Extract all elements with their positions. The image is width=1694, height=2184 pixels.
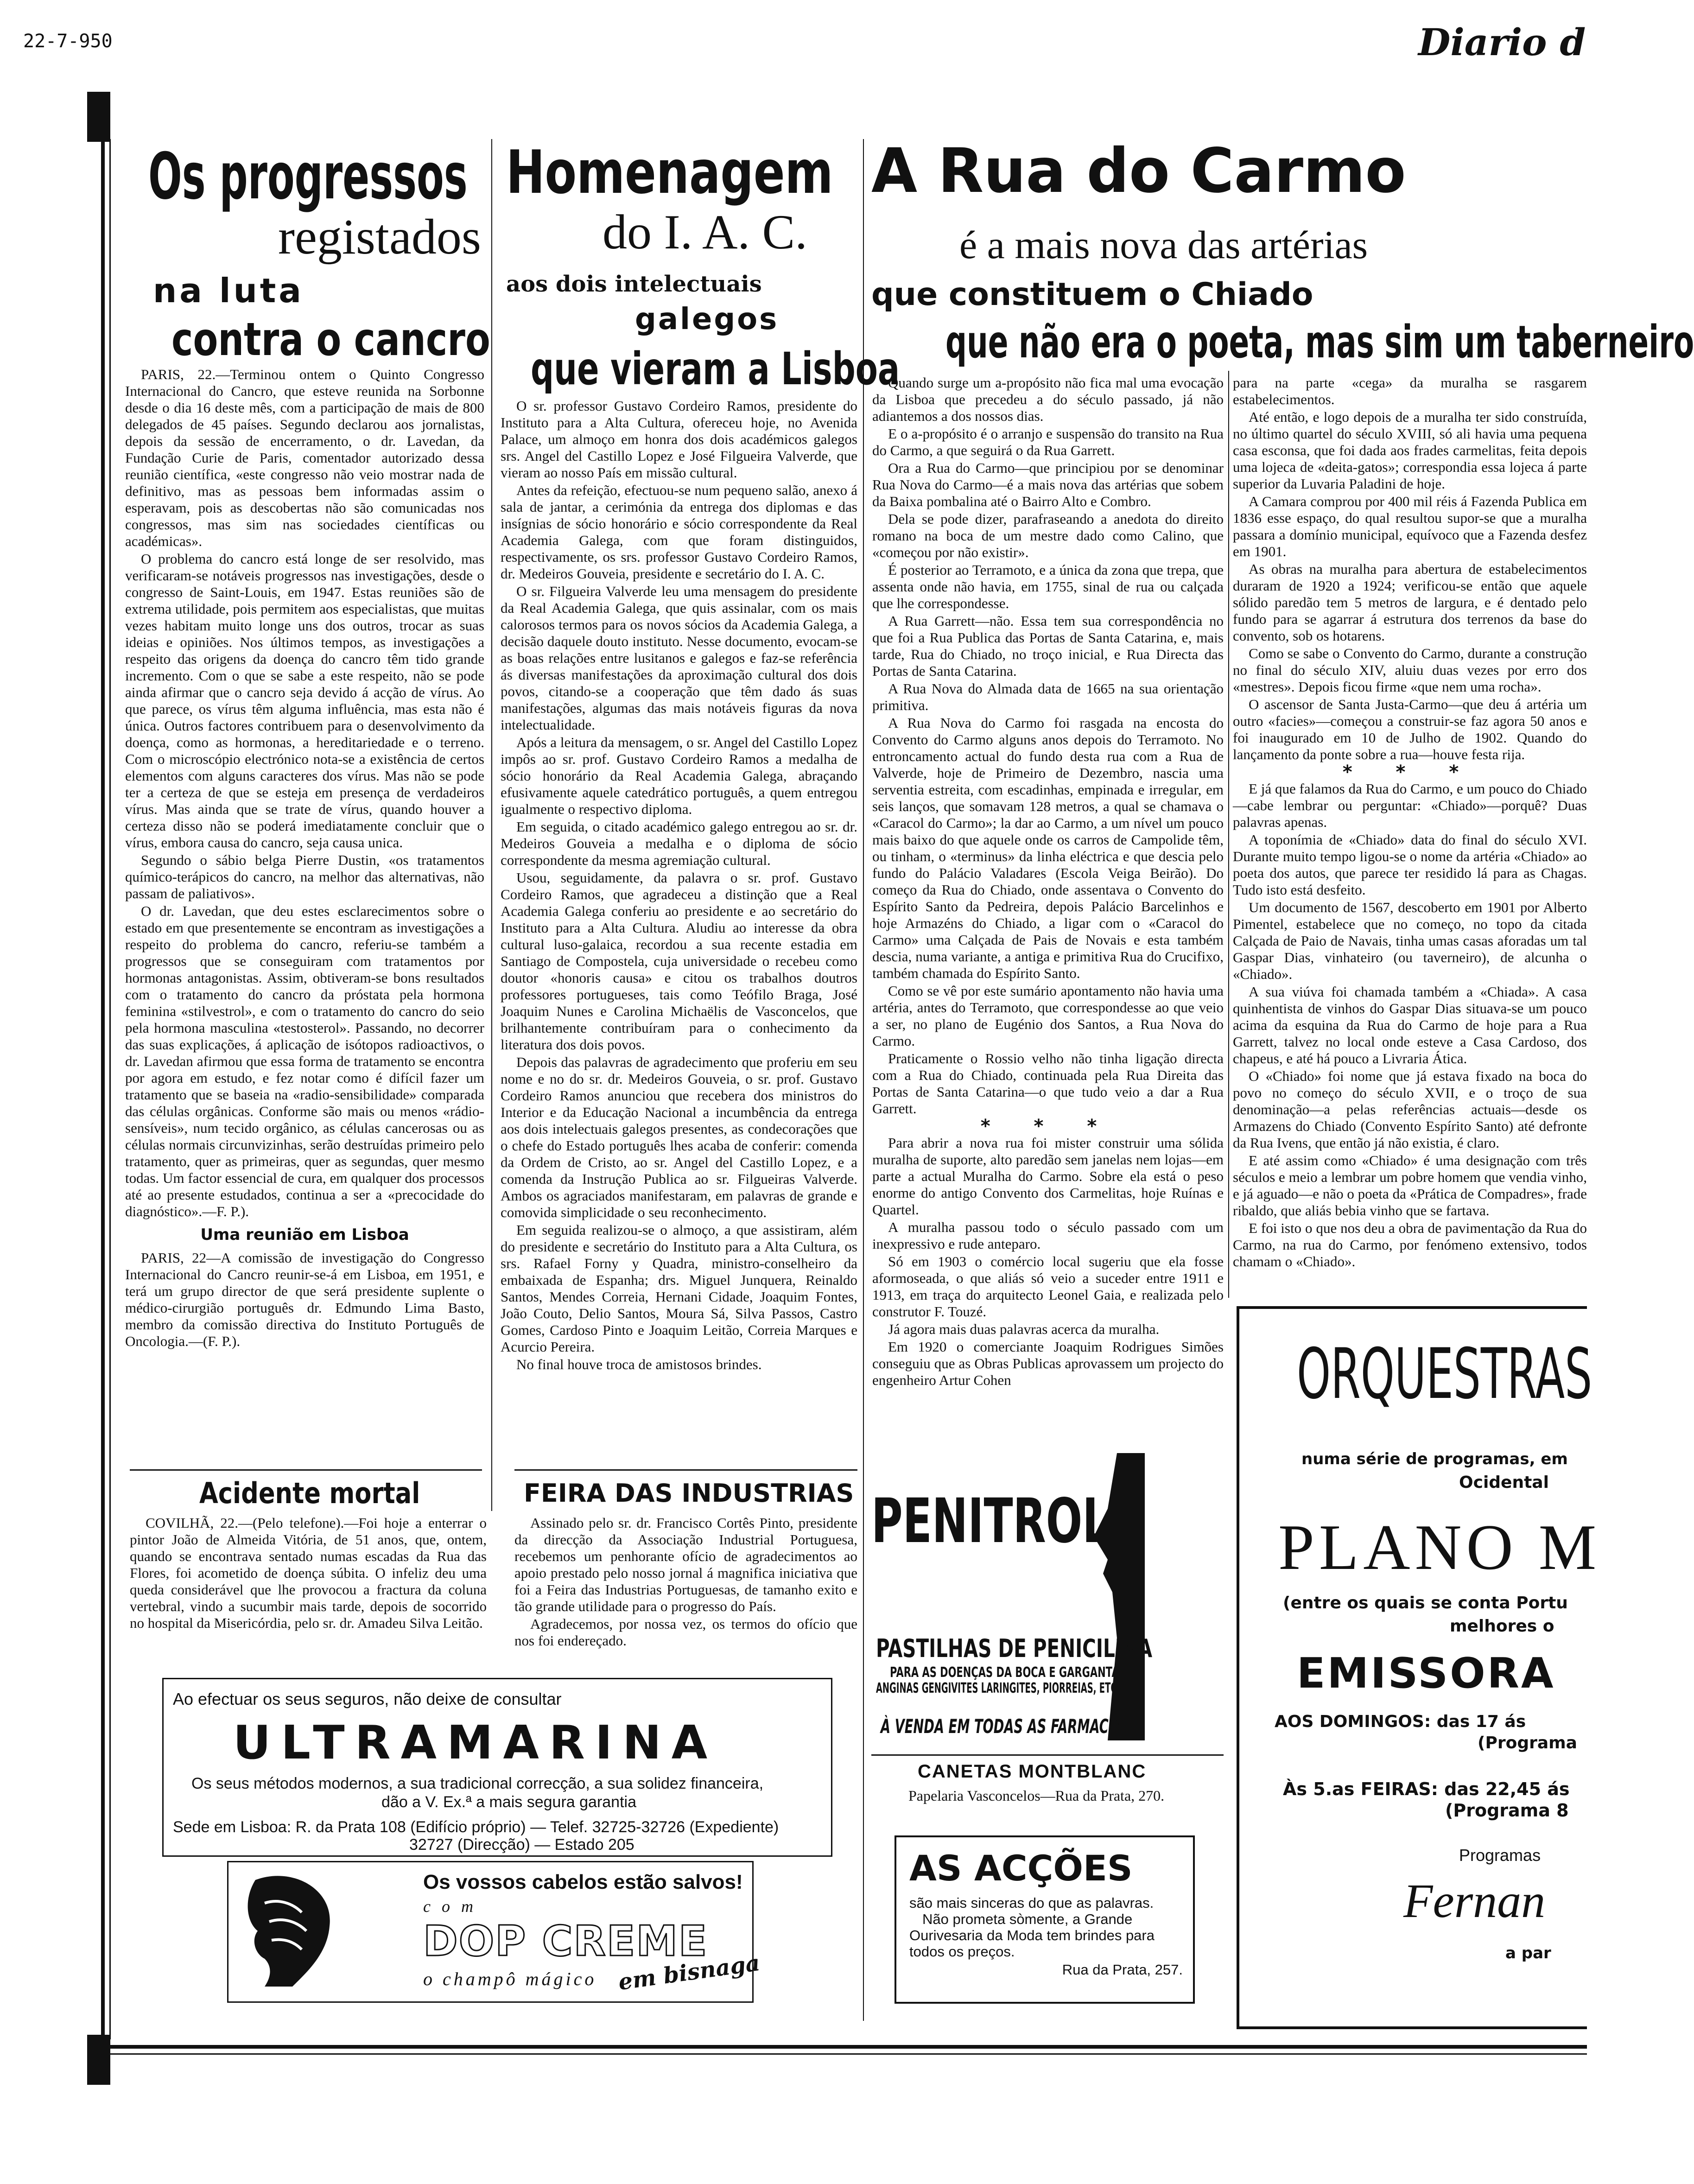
feira-title: FEIRA DAS INDUSTRIAS xyxy=(524,1479,854,1508)
col2-paragraph: No final houve troca de amistosos brindes. xyxy=(516,1356,762,1372)
col4-paragraph: E já que falamos da Rua do Carmo, e um pouco do Chiado—cabe lembrar ou perguntar: «Chiado»—porquê? Duas palavras apenas. xyxy=(1233,781,1587,830)
col3-paragraph: Quando surge um a-propósito não fica mal uma evocação da Lisboa que precedeu a do século passado, já não adiantemos a dos nossos dias. xyxy=(872,375,1224,424)
montblanc-top-rule xyxy=(871,1754,1224,1756)
col3-paragraph: Dela se pode dizer, parafraseando a anedota do direito romano na boca de um mestre dado como Calino, que «começou por não existir». xyxy=(872,511,1224,560)
col3-paragraph: Em 1920 o comerciante Joaquim Rodrigues Simões conseguiu que as Obras Publicas aprovassem um projecto do engenheiro Artur Cohen xyxy=(872,1339,1224,1388)
col1-subheading: Uma reunião em Lisboa xyxy=(200,1225,409,1244)
orquestras-ad xyxy=(1237,1306,1601,2038)
column-rule-3 xyxy=(1228,371,1229,1298)
col2-paragraph: O sr. Filgueira Valverde leu uma mensagem do presidente da Real Academia Galega, que quis assinalar, com os mais calorosos termos para os novos sócios da Academia Galega, a decisão daquele douto instituto. Nesse documento, evocam-se as boas relações entre lusitanos e galegos e faz-se referência ás diversas manifestações da aproximação cultural dos dois povos, citando-se a cooperação que têm dado ás suas manifestações, algumas das mais notáveis figuras da nova intelectualidade. xyxy=(501,583,857,733)
acidente-title: Acidente mortal xyxy=(199,1476,420,1510)
col3-headline-1: A Rua do Carmo xyxy=(871,135,1406,207)
orquestras-line-2: Ocidental xyxy=(1459,1473,1549,1492)
column-rule-1 xyxy=(491,139,492,1511)
feira-top-rule xyxy=(514,1469,857,1471)
col2-paragraph: Em seguida realizou-se o almoço, a que assistiram, além do presidente e secretário do Instituto para a Alta Cultura, os srs. Rafael Forny y Quadra, ministro-conselheiro da embaixada de Espanha; drs. Miguel Junquera, Reinaldo Santos, Mendes Correia, Hernani Cidade, Joaquim Fontes, João Couto, Delio Santos, Moura Sá, Silva Passos, Castro Gomes, Cardoso Pinto e Joaquim Leitão, Correia Marques e Acurcio Pereira. xyxy=(501,1222,857,1355)
col3-paragraph: E o a-propósito é o arranjo e suspensão do transito na Rua do Carmo, a que seguirá o da Rua Garrett. xyxy=(872,425,1224,458)
ultramarina-address: Sede em Lisboa: R. da Prata 108 (Edifício próprio) — Telef. 32725-32726 (Expediente) xyxy=(173,1818,779,1836)
col4-paragraph: Como se sabe o Convento do Carmo, durante a construção no final do século XIV, aluiu duas vezes por erro dos «mestres». Depois ficou firme «que nem uma rocha». xyxy=(1233,645,1587,695)
penitrol-ad xyxy=(871,1453,1224,1750)
feira-body xyxy=(514,1515,857,1649)
masthead: Diario d xyxy=(1418,20,1586,64)
acidente-paragraph: COVILHÃ, 22.—(Pelo telefone).—Foi hoje a enterrar o pintor João de Almeida Vitória, de 51 anos, que, ontem, quando se encontrava sentado numas escadas da Rua das Flores, foi acometido de doença súbita. O infeliz deu uma queda considerável que lhe provocou a fractura da coluna vertebral, vindo a sucumbir mais tarde, depois de socorrido no hospital da Misericórdia, pelo sr. dr. Amadeu Silva Leitão. xyxy=(130,1515,487,1631)
woman-profile-illustration xyxy=(237,1871,343,1991)
col4-paragraph: Até então, e logo depois de a muralha ter sido construída, no último quartel do século XVIII, só ali havia uma pequena casa esconsa, que foi dada aos frades carmelitas, feita depois uma lojeca de «deita-gatos»; correspondia essa lojeca á parte superior da Luvaria Paladini de hoje. xyxy=(1233,409,1587,492)
orquestras-line-7: Às 5.as FEIRAS: das 22,45 ás xyxy=(1283,1779,1570,1799)
orquestras-frame-left xyxy=(1237,1306,1239,2029)
penitrol-line-1: PASTILHAS DE PENICILINA xyxy=(876,1634,1153,1663)
col4-separator-stars: * * * xyxy=(1342,762,1478,783)
dop-brand: DOP CREME xyxy=(423,1917,708,1966)
ultramarina-intro: Ao efectuar os seus seguros, não deixe de consultar xyxy=(173,1689,562,1708)
dop-tagline: Os vossos cabelos estão salvos! xyxy=(423,1871,743,1893)
col3-paragraph: A muralha passou todo o século passado com um inexpressivo e rude anteparo. xyxy=(872,1219,1224,1252)
col1-headline-3: na luta xyxy=(153,271,304,310)
col4-paragraph: A toponímia de «Chiado» data do final do século XVI. Durante muito tempo ligou-se o nome da artéria «Chiado» ao poeta dos autos, que parece ter residido lá para as Chagas. Tudo isto está desfeito. xyxy=(1233,832,1587,898)
col3-paragraph: Praticamente o Rossio velho não tinha ligação directa com a Rua do Chiado, continuada pela Rua Direita das Portas de Santa Catarina—o que tudo veio a dar a Rua Garrett. xyxy=(872,1050,1224,1117)
col1-article-body xyxy=(125,366,484,1349)
col2-article-body xyxy=(501,398,857,1464)
orquestras-line-5: AOS DOMINGOS: das 17 ás xyxy=(1275,1712,1526,1731)
col1-headline-4: contra o cancro xyxy=(171,313,490,366)
acidente-body xyxy=(130,1515,487,1644)
col2-paragraph: Após a leitura da mensagem, o sr. Angel del Castillo Lopez impôs ao sr. prof. Gustavo Cordeiro Ramos a medalha de sócio honorário da Real Academia Galega, abraçando efusivamente aquele catedrático português, a quem entregou igualmente o respectivo diploma. xyxy=(501,734,857,817)
left-border-line xyxy=(101,139,105,2039)
bottom-border-line-thin xyxy=(101,2053,1587,2055)
orquestras-line-4: melhores o xyxy=(1450,1617,1554,1636)
col1-paragraph: Segundo o sábio belga Pierre Dustin, «os tratamentos químico-terápicos do cancro, na melhor das alternativas, não passam de paliativos». xyxy=(125,852,484,902)
ultramarina-text-2: Os seus métodos modernos, a sua tradicional correcção, a sua solidez financeira, xyxy=(191,1775,764,1792)
penitrol-line-2: PARA AS DOENÇAS DA BOCA E GARGANTA xyxy=(890,1664,1119,1681)
accoes-title: AS ACÇÕES xyxy=(909,1848,1133,1889)
dop-com: com xyxy=(423,1897,484,1916)
dop-creme-ad xyxy=(227,1861,761,2003)
montblanc-address: Papelaria Vasconcelos—Rua da Prata, 270. xyxy=(908,1787,1165,1804)
column-rule-2 xyxy=(863,139,864,2021)
col3-paragraph: A Rua Nova do Almada data de 1665 na sua orientação primitiva. xyxy=(872,680,1224,713)
col2-headline-1: Homenagem xyxy=(506,138,833,207)
col2-paragraph: O sr. professor Gustavo Cordeiro Ramos, presidente do Instituto para a Alta Cultura, ofereceu hoje, no Avenida Palace, um almoço em honra dos dois académicos galegos srs. Angel del Castillo Lopez e José Filgueira Valverde, que vieram ao nosso País em missão cultural. xyxy=(501,398,857,481)
accoes-text-2: Não prometa sòmente, a Grande Ourivesaria da Moda tem brindes para todos os preços. xyxy=(909,1911,1155,1960)
ultramarina-brand: ULTRAMARINA xyxy=(233,1715,718,1770)
col3-paragraph: Ora a Rua do Carmo—que principiou por se denominar Rua Nova do Carmo—é a mais nova das artérias que sobem da Baixa pombalina até o Bairro Alto e Combro. xyxy=(872,460,1224,509)
orquestras-plano: PLANO M xyxy=(1278,1511,1601,1583)
col1-sub-paragraph: PARIS, 22—A comissão de investigação do Congresso Internacional do Cancro reunir-se-á em Lisboa, em 1951, e terá um grupo director de que será presidente suplente o médico-cirurgião português dr. Edmundo Lima Basto, membro da comissão directiva do Instituto Português de Oncologia.—(F. P.). xyxy=(125,1250,484,1349)
orquestras-line-10: Fernan xyxy=(1403,1874,1546,1928)
dop-slogan: o champô mágico xyxy=(423,1968,597,1989)
orquestras-line-6: (Programa xyxy=(1478,1733,1577,1752)
accoes-body xyxy=(909,1895,1183,1978)
col4-paragraph: E até assim como «Chiado» é uma designação com três séculos e meio a lembrar um pobre homem que vendia vinho, e já aguado—e não o poeta da «Prática de Compadres», frade ribaldo, que aliás bebia vinho que se fartava. xyxy=(1233,1152,1587,1219)
col1-headline-2: registados xyxy=(278,210,481,265)
orquestras-line-9: Programas xyxy=(1459,1846,1541,1865)
col4-paragraph: A sua viúva foi chamada também a «Chiada». A casa quinhentista de vinhos do Gaspar Dias situava-se um pouco acima da esquina da Rua do Carmo de hoje para a Rua Garrett, talvez no local onde esteve a Casa Cardoso, dos chapeus, e até há pouco a Livraria Ática. xyxy=(1233,984,1587,1067)
bottom-corner-block xyxy=(87,2035,110,2085)
ultramarina-text-3: dão a V. Ex.ª a mais segura garantia xyxy=(381,1793,636,1811)
col4-paragraph: para na parte «cega» da muralha se rasgarem estabelecimentos. xyxy=(1233,375,1587,407)
orquestras-frame-bottom xyxy=(1237,2026,1587,2029)
col1-paragraph: O problema do cancro está longe de ser resolvido, mas verificaram-se notáveis progressos nas investigações, desde o congresso de Saint-Louis, em 1947. Estas reuniões são de extrema utilidade, pois permitem aos especialistas, que muitas vezes habitam muito longe uns dos outros, trocar as suas ideias e opiniões. Nos últimos tempos, as investigações a respeito das origens da doença do cancro têm tido grande incremento. Com o que se sabe a este respeito, não se pode ainda afirmar que o cancro seja devido á acção de vírus. Ao que parece, os vírus têm alguma influência, mas esta não é única. Outros factores contribuem para o desenvolvimento da doença, como as hormonas, a hereditariedade e o terreno. Com o microscópio electrónico nota-se a existência de certos elementos com alguns caracteres dos vírus. Mas não se pode ter a certeza de que se esteja em presença de verdadeiros vírus. Mas ainda que se trate de vírus, quando houver a certeza disso não se poderá imediatamente concluir que o vírus, embora causa do cancro, seja causa unica. xyxy=(125,551,484,851)
bottom-border-line xyxy=(101,2045,1587,2049)
col3-separator-stars: * * * xyxy=(980,1116,1116,1137)
accoes-text-1: são mais sinceras do que as palavras. xyxy=(909,1895,1154,1911)
col3-article-body xyxy=(872,375,1224,1394)
col3-paragraph: A Rua Nova do Carmo foi rasgada na encosta do Convento do Carmo alguns anos depois do Terramoto. No entroncamento actual do fundo desta rua com a Rua de Valverde, hoje de Primeiro de Dezembro, nascia uma serventia estreita, com escadinhas, empinada e irregular, em seis lanços, que somavam 128 metros, a qual se chamava o «Caracol do Carmo»; la dar ao Carmo, a um nível um pouco mais baixo do que aquele onde os carros de Campolide têm, ou tinham, o «terminus» da linha eléctrica e que descia pelo fundo do Palácio Valadares (Escola Veiga Beirão). Do começo da Rua do Chiado, onde assentava o Convento do Espírito Santo da Pedreira, depois Palácio Barcelinhos e hoje Armazéns do Chiado, a ligar com o «Caracol do Carmo» uma Calçada de Pais de Novais e esta também descia, numa variante, a antiga e primitiva Rua do Crucifixo, também chamada do Espírito Santo. xyxy=(872,715,1224,981)
left-corner-block xyxy=(87,92,110,142)
col3-headline-2: é a mais nova das artérias xyxy=(959,222,1368,267)
col2-headline-5: que vieram a Lisboa xyxy=(531,343,900,395)
ultramarina-ad xyxy=(162,1678,832,1857)
penitrol-line-4: À VENDA EM TODAS AS FARMACIAS xyxy=(881,1715,1132,1738)
col3-paragraph: É posterior ao Terramoto, e a única da zona que trepa, que assenta onde não havia, em 1755, sinal de rua ou calçada que lhe correspondesse. xyxy=(872,562,1224,611)
col4-paragraph: As obras na muralha para abertura de estabelecimentos duraram de 1920 a 1924; verificou-se então que aquele sólido paredão tem 5 metros de largura, e é dentado pelo fundo para se agarrar á estrutura dos terrenos da base do convento, sob os hotarens. xyxy=(1233,561,1587,644)
orquestras-emissora: EMISSORA xyxy=(1297,1649,1555,1698)
col2-paragraph: Depois das palavras de agradecimento que proferiu em seu nome e no do sr. dr. Medeiros Gouveia, o sr. prof. Gustavo Cordeiro Ramos anunciou que recebera dos ministros do Interior e da Educação Nacional a incumbência da entrega aos dois intelectuais galegos presentes, as condecorações que o chefe do Estado português lhes acaba de conferir: comenda da Ordem de Cristo, ao sr. Angel del Castillo Lopez, e a comenda da Instrução Publica ao sr. Filgueiras Valverde. Ambos os agraciados manifestaram, em palavras de grande e comovida simplicidade o seu reconhecimento. xyxy=(501,1054,857,1220)
page-date: 22-7-950 xyxy=(23,31,113,52)
col3-headline-3: que constituem o Chiado xyxy=(871,276,1313,313)
col3-paragraph: Já agora mais duas palavras acerca da muralha. xyxy=(888,1321,1160,1337)
feira-paragraph: Assinado pelo sr. dr. Francisco Cortês Pinto, presidente da direcção da Associação Industrial Portuguesa, recebemos um penhorante ofício de agradecimentos ao apoio prestado pelo nosso jornal á magnifica iniciativa que foi a Feira das Industrias Portuguesas, de tamanho exito e tão grande utilidade para o progresso do País. xyxy=(514,1515,857,1614)
col3-paragraph: A Rua Garrett—não. Essa tem sua correspondência no que foi a Rua Publica das Portas de Santa Catarina, e, mais tarde, Rua do Chiado, no troço inicial, e Rua Directa das Portas de Santa Catarina. xyxy=(872,613,1224,679)
col4-paragraph: E foi isto o que nos deu a obra de pavimentação da Rua do Carmo, na rua do Carmo, por fenómeno extensivo, todos chamam o «Chiado». xyxy=(1233,1220,1587,1270)
accoes-address: Rua da Prata, 257. xyxy=(1062,1962,1183,1978)
left-border-line-thin xyxy=(109,139,111,2039)
ultramarina-phones: 32727 (Direcção) — Estado 205 xyxy=(409,1836,634,1854)
montblanc-title: CANETAS MONTBLANC xyxy=(918,1761,1147,1782)
col4-paragraph: A Camara comprou por 400 mil réis á Fazenda Publica em 1836 esse espaço, do qual resultou supor-se que a muralha passara a domínio municipal, equívoco que a Fazenda desfez em 1901. xyxy=(1233,493,1587,559)
col2-paragraph: Antes da refeição, efectuou-se num pequeno salão, anexo á sala de jantar, a cerimónia da entrega dos diplomas e das insígnias de sócio honorário e sócio correspondente da Real Academia Galega, com que foram distinguidos, respectivamente, os srs. professor Gustavo Cordeiro Ramos, dr. Medeiros Gouveia, presidente e secretário do I. A. C. xyxy=(501,482,857,582)
accoes-ad xyxy=(895,1835,1195,2004)
col4-paragraph: O «Chiado» foi nome que já estava fixado na boca do povo no começo do século XVII, e o troço de sua denominação—a pelas referências actuais—desde os Armazens do Chiado (Convento Espírito Santo) até defronte da Rua Ivens, que então já não existia, é claro. xyxy=(1233,1068,1587,1151)
col2-paragraph: Em seguida, o citado académico galego entregou ao sr. dr. Medeiros Gouveia a medalha e o diploma de sócio correspondente da mesma agremiação cultural. xyxy=(501,819,857,868)
col3-paragraph: Para abrir a nova rua foi mister construir uma sólida muralha de suporte, alto paredão sem janelas nem lojas—em parte a actual Muralha do Carmo. Sobre ela está o peso enorme do antigo Convento dos Carmelitas, hoje Ruínas e Quartel. xyxy=(872,1135,1224,1218)
col2-paragraph: Usou, seguidamente, da palavra o sr. prof. Gustavo Cordeiro Ramos, que agradeceu a distinção que a Real Academia Galega conferiu ao presidente e ao secretário do Instituto para a Alta Cultura. Aludiu ao interesse da obra cultural luso-galaica, recordou a sua recente estadia em Santiago de Compostela, cuja universidade o recebeu como doutor «honoris causa» e citou os trabalhos doutros professores portugueses, tais como Teófilo Braga, José Joaquim Nunes e Carolina Michaëlis de Vasconcelos, que brilhantemente contribuíram para o conhecimento da literatura dos dois povos. xyxy=(501,870,857,1053)
col3-paragraph: Só em 1903 o comércio local sugeriu que ela fosse aformoseada, o que aliás só veio a suceder entre 1911 e 1913, em traça do arquitecto Leonel Gaia, e realizada pelo construtor F. Touzé. xyxy=(872,1253,1224,1320)
feira-paragraph: Agradecemos, por nossa vez, os termos do ofício que nos foi endereçado. xyxy=(514,1616,857,1649)
col2-headline-2: do I. A. C. xyxy=(603,205,807,259)
orquestras-line-1: numa série de programas, em xyxy=(1301,1450,1568,1468)
col1-paragraph: O dr. Lavedan, que deu estes esclarecimentos sobre o estado em que presentemente se encontram as investigações a respeito do problema do cancro, referiu-se também a progressos que se conseguiram com tratamentos por hormonas antagonistas. Assim, obtiveram-se bons resultados com o tratamento do cancro da próstata pela hormona feminina «stilvestrol», e com o tratamento do cancro do seio pela hormona masculina «testosterol». Passando, no decorrer das suas explicações, á aplicação de isótopos radioactivos, o dr. Lavedan afirmou que essa forma de tratamento se encontra por agora em estudo, e fez notar como é difícil fazer um tratamento que se baseia na «radio-sensibilidade» comparada das células orgânicas. Conforme são mais ou menos «rádio-sensíveis», num tecido orgânico, as células cancerosas ou as células normais circunvizinhas, serão destruídas primeiro pelo tratamento, quer as primeiras, quer as segundas, quer mesmo todas. Um factor essencial de cura, em qualquer dos processos até ao presente estudados, continua a ser a «precocidade do diagnóstico».—F. P.). xyxy=(125,903,484,1219)
col4-paragraph: Um documento de 1567, descoberto em 1901 por Alberto Pimentel, estabelece que no começo, no topo da citada Calçada de Paio de Navais, tinha umas casas aforadas um tal Gaspar Dias, vinhateiro (ou taverneiro), de alcunha o «Chiado». xyxy=(1233,899,1587,982)
col4-article-body xyxy=(1233,375,1587,1297)
penitrol-brand: PENITROL xyxy=(871,1486,1110,1557)
col2-headline-3: aos dois intelectuais xyxy=(506,271,762,297)
orquestras-line-3: (entre os quais se conta Portu xyxy=(1283,1594,1568,1613)
acidente-top-rule xyxy=(130,1469,482,1471)
dop-bisnaga: em bisnaga xyxy=(616,1949,761,1996)
col2-headline-4: galegos xyxy=(635,302,779,336)
col3-paragraph: Como se vê por este sumário apontamento não havia uma artéria, antes do Terramoto, que correspondesse ao que veio a ser, no plano de Eugénio dos Santos, a Rua Nova do Carmo. xyxy=(872,983,1224,1049)
orquestras-title: ORQUESTRAS xyxy=(1297,1334,1592,1415)
orquestras-line-11: a par xyxy=(1505,1944,1551,1962)
col4-paragraph: O ascensor de Santa Justa-Carmo—que deu á artéria um outro «facies»—começou a construir-se faz agora 50 anos e foi inaugurado em 10 de Julho de 1902. Quando do lançamento da ponte sobre a rua—houve festa rija. xyxy=(1233,696,1587,762)
orquestras-line-8: (Programa 8 xyxy=(1445,1800,1569,1821)
col1-headline-1: Os progressos xyxy=(148,139,468,214)
penitrol-line-3: ANGINAS GENGIVITES LARINGITES, PIORREIAS, ETC. xyxy=(876,1680,1120,1696)
col1-paragraph: PARIS, 22.—Terminou ontem o Quinto Congresso Internacional do Cancro, que esteve reunida na Sorbonne desde o dia 16 deste mês, com a participação de mais de 800 delegados de 45 países. Segundo declarou aos jornalistas, depois da sessão de encerramento, o dr. Lavedan, da Fundação Curie de Paris, comentador autorizado dessa reunião científica, «este congresso não veio mostrar nada de definitivo, mas as pessoas bem informadas assim o esperavam, pois as descobertas não são comunicadas nos congressos, mas sim nas sociedades científicas ou académicas». xyxy=(125,366,484,549)
orquestras-frame-top xyxy=(1237,1306,1587,1309)
col3-headline-4: que não era o poeta, mas sim um taberneiro xyxy=(945,316,1694,368)
